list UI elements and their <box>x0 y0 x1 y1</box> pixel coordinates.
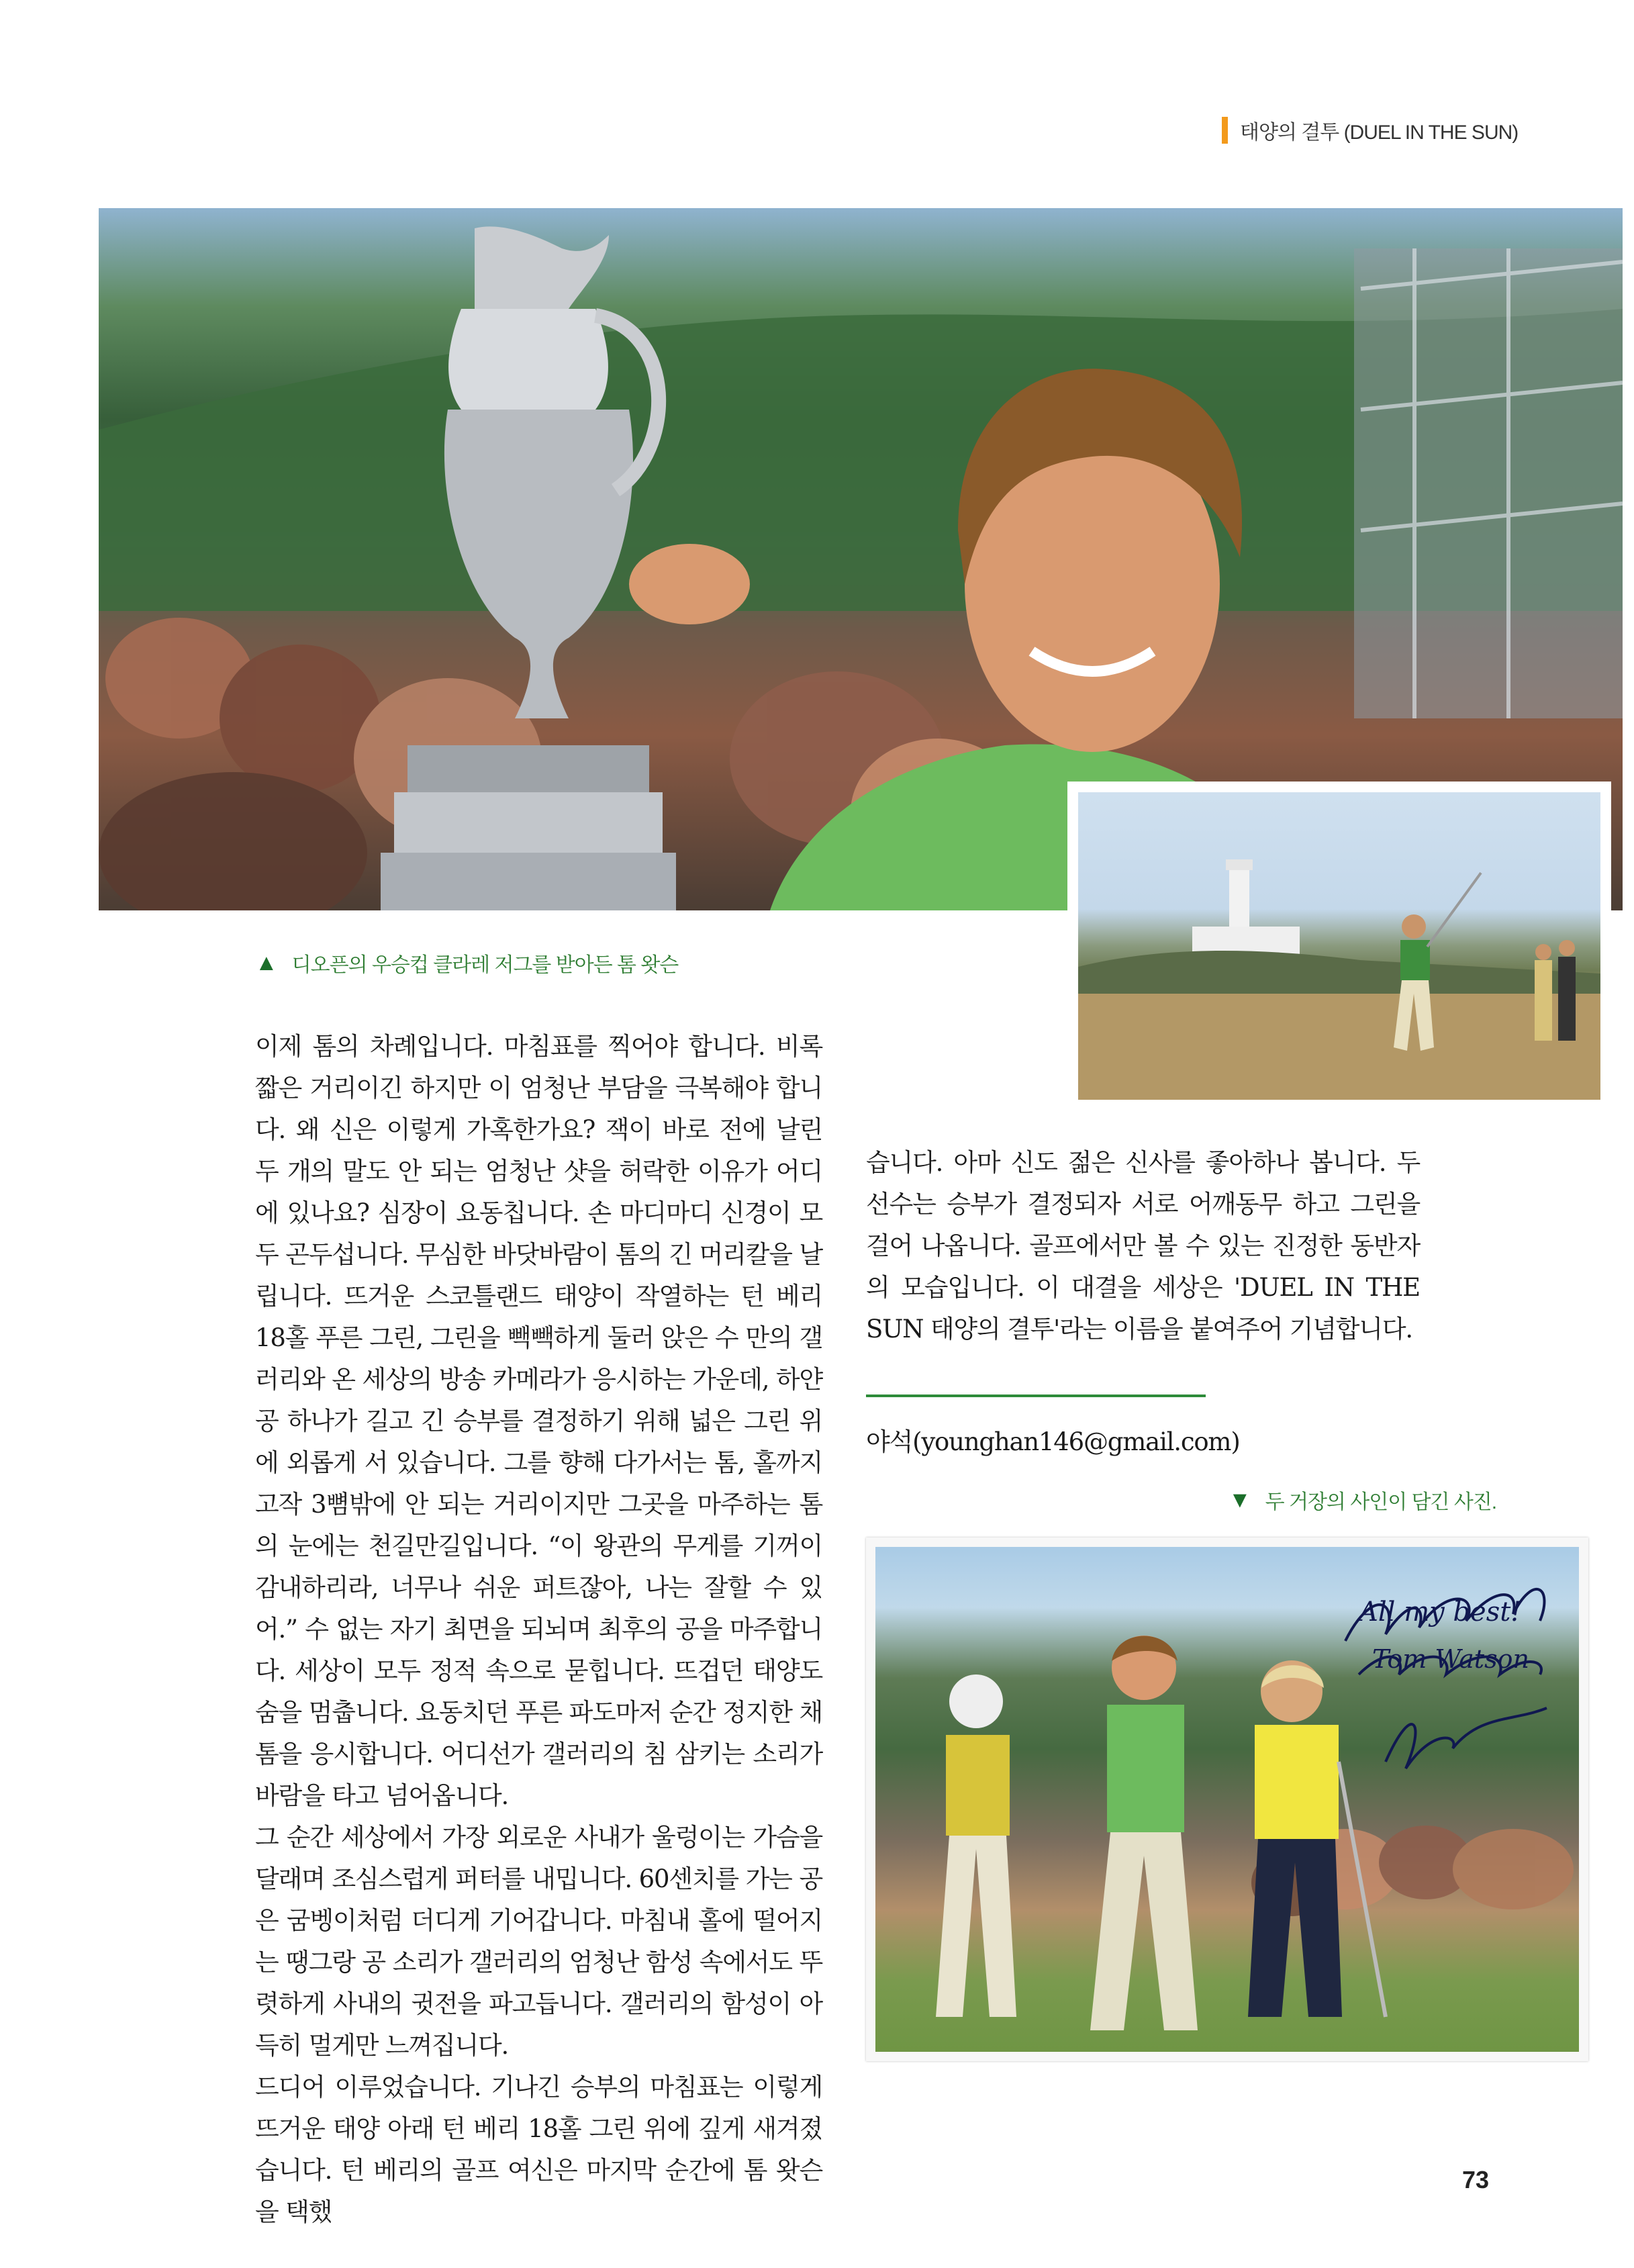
golfer-swing-illustration <box>1078 792 1600 1100</box>
body-paragraph: 습니다. 아마 신도 젊은 신사를 좋아하나 봅니다. 두 선수는 승부가 결정되자 서로 어깨동무 하고 그린을 걸어 나옵니다. 골프에서만 볼 수 있는 진정한 동반자의 모습입니다. 이 대결을 세상은 'DUEL IN THE SUN 태양의 결투'라는 이름을 붙여주어 기념합니다. <box>866 1148 1420 1343</box>
autograph-line-1: All my best! <box>1359 1597 1522 1627</box>
golfer-swing-photo <box>1067 782 1611 1111</box>
signed-caption-text: 두 거장의 사인이 담긴 사진. <box>1265 1491 1497 1513</box>
trophy-caption-text: 디오픈의 우승컵 클라레 저그를 받아든 톰 왓슨 <box>291 954 679 976</box>
running-header <box>1222 115 1518 145</box>
signed-photo-image <box>875 1547 1579 2052</box>
signed-photo-illustration <box>875 1547 1579 2052</box>
header-accent-bar <box>1222 117 1228 144</box>
triangle-down-icon: ▼ <box>1229 1486 1251 1513</box>
signed-photo-caption <box>1229 1485 1496 1515</box>
article-body-left <box>255 1026 822 2233</box>
running-header-title: 태양의 결투 (DUEL IN THE SUN) <box>1240 122 1519 144</box>
trophy-photo-caption <box>255 948 678 978</box>
autograph-line-2: Tom Watson <box>1372 1644 1529 1674</box>
author-divider <box>866 1395 1206 1397</box>
triangle-up-icon: ▲ <box>255 949 277 976</box>
author-credit: 야석(younghan146@gmail.com) <box>866 1427 1240 1456</box>
article-body-right <box>866 1142 1420 1350</box>
body-paragraph: 이제 톰의 차례입니다. 마침표를 찍어야 합니다. 비록 짧은 거리이긴 하지만 이 엄청난 부담을 극복해야 합니다. 왜 신은 이렇게 가혹한가요? 잭이 바로 전에 날린 두 개의 말도 안 되는 엄청난 샷을 허락한 이유가 어디에 있나요? 심장이 요동칩니다. 손 마디마디 신경이 모두 곤두섭니다. 무심한 바닷바람이 톰의 긴 머리칼을 날립니다. 뜨거운 스코틀랜드 태양이 작열하는 턴 베리 18홀 푸른 그린, 그린을 빽빽하게 둘러 앉은 수 만의 갤러리와 온 세상의 방송 카메라가 응시하는 가운데, 하얀 공 하나가 길고 긴 승부를 결정하기 위해 넓은 그린 위에 외롭게 서 있습니다. 그를 향해 다가서는 톰, 홀까지 고작 3뼘밖에 안 되는 거리이지만 그곳을 마주하는 톰의 눈에는 천길만길입니다. “이 왕관의 무게를 기꺼이 감내하리라, 너무나 쉬운 퍼트잖아, 나는 잘할 수 있어.” 수 없는 자기 최면을 되뇌며 최후의 공을 마주합니다. 세상이 모두 정적 속으로 묻힙니다. 뜨겁던 태양도 숨을 멈춥니다. 요동치던 푸른 파도마저 순간 정지한 채 톰을 응시합니다. 어디선가 갤러리의 침 삼키는 소리가 바람을 타고 넘어옵니다. <box>255 1032 822 1810</box>
signed-photo <box>866 1538 1588 2061</box>
golfer-swing-image <box>1078 792 1600 1100</box>
body-paragraph: 그 순간 세상에서 가장 외로운 사내가 울렁이는 가슴을 달래며 조심스럽게 퍼터를 내밉니다. 60센치를 가는 공은 굼벵이처럼 더디게 기어갑니다. 마침내 홀에 떨어지는 땡그랑 공 소리가 갤러리의 엄청난 함성 속에서도 뚜렷하게 사내의 귓전을 파고듭니다. 갤러리의 함성이 아득히 멀게만 느껴집니다. <box>255 1823 822 2060</box>
body-paragraph: 드디어 이루었습니다. 기나긴 승부의 마침표는 이렇게 뜨거운 태양 아래 턴 베리 18홀 그린 위에 깊게 새겨졌습니다. 턴 베리의 골프 여신은 마지막 순간에 톰 왓슨을 택했 <box>255 2073 822 2226</box>
page-number: 73 <box>1462 2166 1490 2193</box>
